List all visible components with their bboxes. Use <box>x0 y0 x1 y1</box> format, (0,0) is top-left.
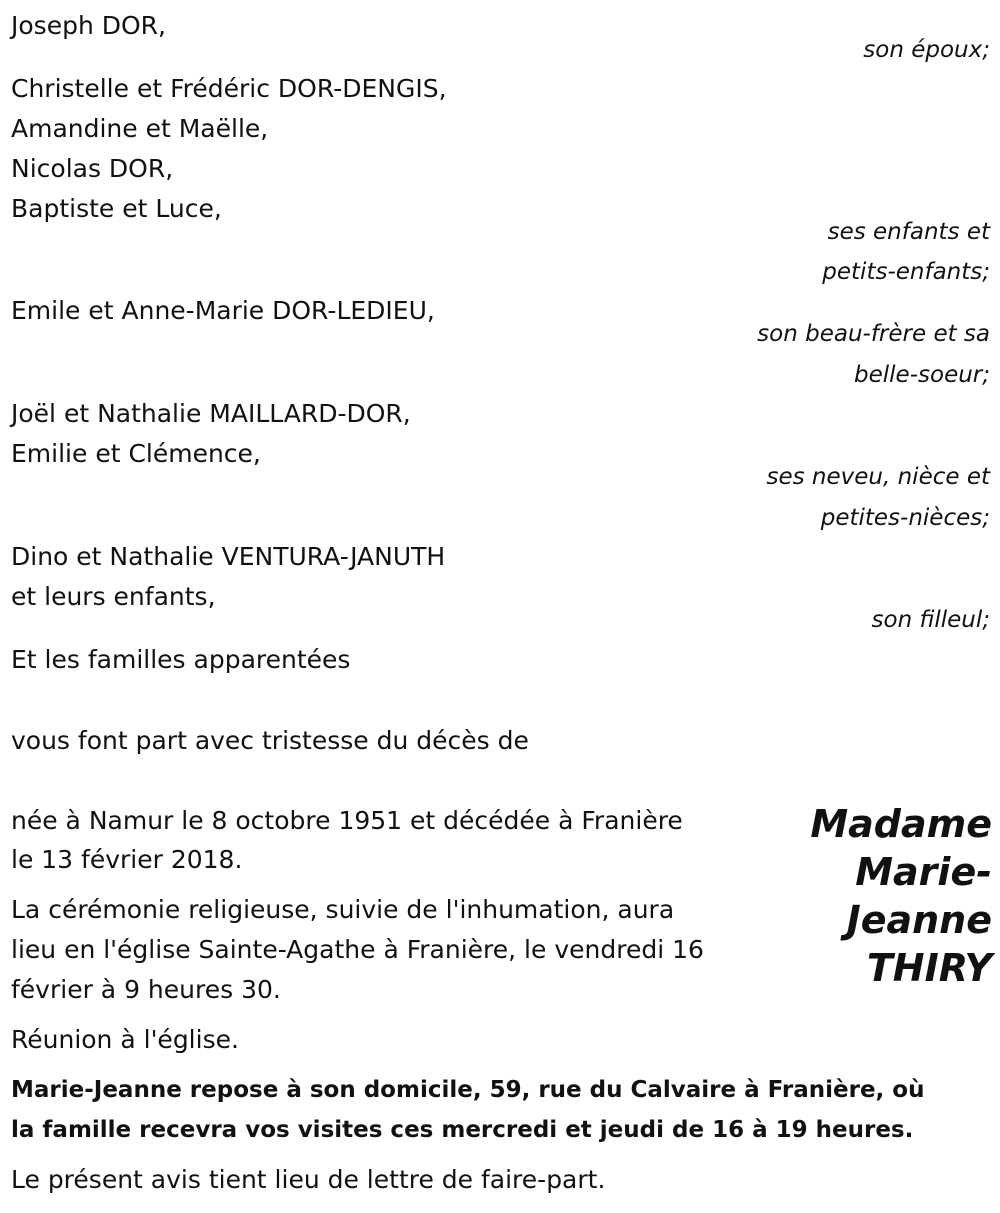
visitation-line: Marie-Jeanne repose à son domicile, 59, rue du Calvaire à Franière, où <box>11 1077 925 1103</box>
family-line: et leurs enfants, <box>11 582 216 611</box>
reunion-note: Réunion à l'église. <box>11 1025 239 1054</box>
announcement: vous font part avec tristesse du décès de <box>11 726 529 755</box>
related-families: Et les familles apparentées <box>11 645 351 674</box>
deceased-name-line: Jeanne <box>846 898 992 942</box>
visitation-line: la famille recevra vos visites ces mercredi et jeudi de 16 à 19 heures. <box>11 1117 914 1143</box>
relation-label: son époux; <box>863 37 990 63</box>
deceased-name-line: Madame <box>810 802 992 846</box>
relation-label: petites-nièces; <box>820 505 990 531</box>
relation-label: ses neveu, nièce et <box>766 464 990 490</box>
family-line: Nicolas DOR, <box>11 154 174 183</box>
family-line: Emilie et Clémence, <box>11 439 261 468</box>
family-line: Joël et Nathalie MAILLARD-DOR, <box>11 399 411 428</box>
family-line: Dino et Nathalie VENTURA-JANUTH <box>11 542 446 571</box>
birth-death-line: née à Namur le 8 octobre 1951 et décédée à Franière <box>11 806 683 835</box>
deceased-name <box>732 800 992 992</box>
birth-death-line: le 13 février 2018. <box>11 845 243 874</box>
deceased-name-line: Marie- <box>855 850 992 894</box>
family-line: Christelle et Frédéric DOR-DENGIS, <box>11 74 447 103</box>
family-line: Emile et Anne-Marie DOR-LEDIEU, <box>11 296 435 325</box>
relation-label: petits-enfants; <box>822 259 990 285</box>
ceremony-line: février à 9 heures 30. <box>11 975 281 1004</box>
deceased-name-line: THIRY <box>866 946 992 990</box>
relation-label: belle-soeur; <box>854 362 990 388</box>
ceremony-line: La cérémonie religieuse, suivie de l'inhumation, aura <box>11 895 675 924</box>
family-line: Amandine et Maëlle, <box>11 114 269 143</box>
relation-label: ses enfants et <box>827 219 990 245</box>
ceremony-line: lieu en l'église Sainte-Agathe à Franière, le vendredi 16 <box>11 935 704 964</box>
family-line: Joseph DOR, <box>11 11 166 40</box>
relation-label: son filleul; <box>871 607 990 633</box>
closing-note: Le présent avis tient lieu de lettre de faire-part. <box>11 1165 606 1194</box>
relation-label: son beau-frère et sa <box>757 321 990 347</box>
family-line: Baptiste et Luce, <box>11 194 222 223</box>
